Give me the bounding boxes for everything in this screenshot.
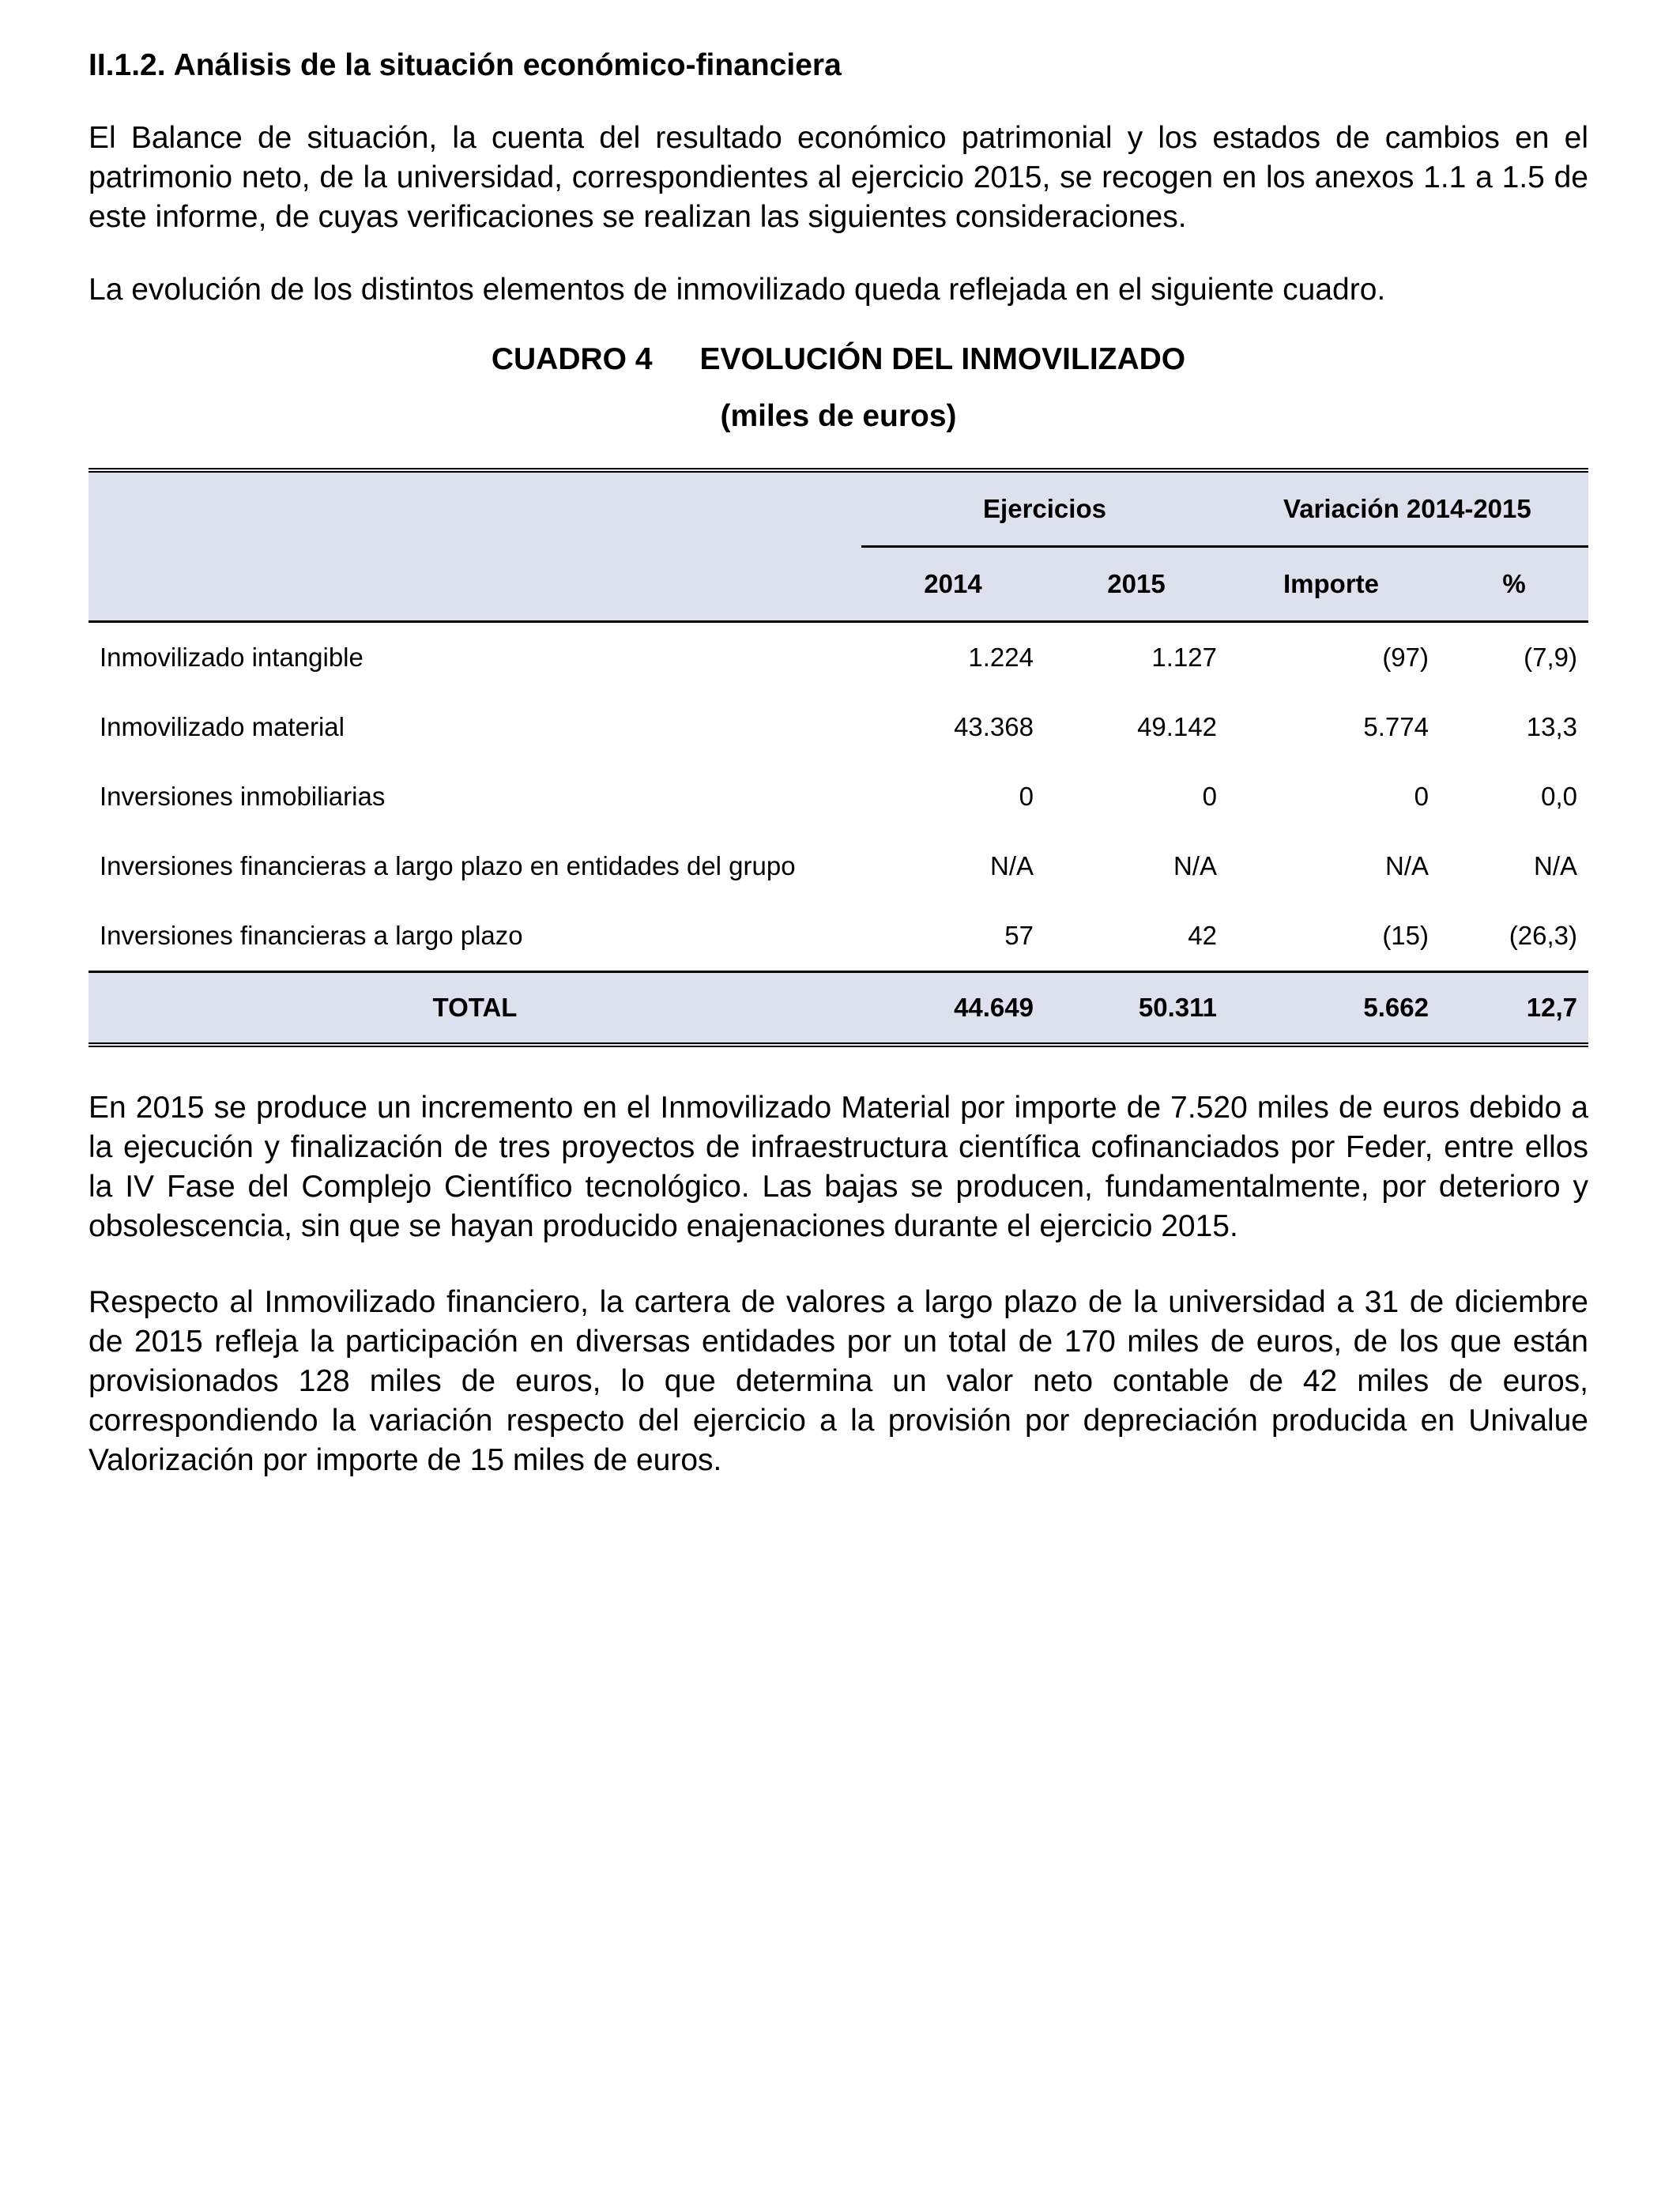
paragraph-inmovilizado-financiero: Respecto al Inmovilizado financiero, la cartera de valores a largo plazo de la universidad a 31 de diciembre de 2015 refleja la participación en diversas entidades por un total de 170 miles de euros, de los que están provisionados 128 miles de euros, lo que determina un valor neto contable de 42 miles de euros, correspondiendo la variación respecto del ejercicio a la provisión por depreciación producida en Univalue Valorización por importe de 15 miles de euros.	[89, 1285, 1588, 1477]
row-importe: 5.774	[1363, 712, 1429, 741]
row-2014: 43.368	[954, 712, 1034, 741]
row-pct: (7,9)	[1524, 643, 1577, 672]
total-2015: 50.311	[1045, 972, 1228, 1046]
paragraph-inmovilizado-material: En 2015 se produce un incremento en el Inmovilizado Material por importe de 7.520 miles de euros debido a la ejecución y finalización de tres proyectos de infraestructura científica cofinanciados por Feder, entre ellos la IV Fase del Complejo Científico tecnológico. Las bajas se producen, fundamentalmente, por deterioro y obsolescencia, sin que se hayan producido enajenaciones durante el ejercicio 2015.	[89, 1091, 1588, 1243]
page-content	[89, 46, 1588, 1480]
total-label: TOTAL	[89, 972, 861, 1046]
row-pct: N/A	[1533, 851, 1577, 880]
row-label: Inversiones financieras a largo plazo	[100, 921, 523, 950]
table-caption-label: CUADRO 4	[491, 342, 653, 376]
row-2014: 1.224	[968, 643, 1034, 672]
row-label: Inversiones inmobiliarias	[100, 782, 386, 811]
table-caption	[89, 340, 1588, 379]
section-title: Análisis de la situación económico-financiera	[173, 48, 842, 82]
table-header-row-groups	[89, 470, 1588, 547]
row-2015: 49.142	[1137, 712, 1217, 741]
total-importe: 5.662	[1228, 972, 1440, 1046]
row-label: Inmovilizado intangible	[100, 643, 363, 672]
row-pct: (26,3)	[1509, 921, 1577, 950]
row-2015: 42	[1188, 921, 1217, 950]
table-row	[89, 831, 1588, 901]
header-empty-2	[89, 547, 861, 622]
table-total-row	[89, 972, 1588, 1046]
table-header-row-columns	[89, 547, 1588, 622]
row-importe: (15)	[1382, 921, 1429, 950]
row-2015: N/A	[1173, 851, 1217, 880]
section-number: II.1.2.	[89, 48, 166, 82]
table-row	[89, 622, 1588, 693]
paragraph-intro: El Balance de situación, la cuenta del resultado económico patrimonial y los estados de cambios en el patrimonio neto, de la universidad, correspondientes al ejercicio 2015, se recogen en los anexos 1.1 a 1.5 de este informe, de cuyas verificaciones se realizan las siguientes consideraciones.	[89, 121, 1588, 234]
header-importe: Importe	[1228, 547, 1440, 622]
header-empty	[89, 470, 861, 547]
header-2015: 2015	[1045, 547, 1228, 622]
row-importe: 0	[1414, 782, 1429, 811]
total-pct: 12,7	[1440, 972, 1588, 1046]
total-2014: 44.649	[861, 972, 1045, 1046]
row-pct: 13,3	[1526, 712, 1577, 741]
header-2014: 2014	[861, 547, 1045, 622]
row-2014: 0	[1019, 782, 1034, 811]
table-row	[89, 901, 1588, 972]
row-label: Inversiones financieras a largo plazo en entidades del grupo	[100, 851, 796, 880]
header-ejercicios: Ejercicios	[861, 470, 1228, 547]
table-row	[89, 692, 1588, 762]
row-2015: 1.127	[1151, 643, 1217, 672]
table-caption-units: (miles de euros)	[720, 399, 957, 433]
row-label: Inmovilizado material	[100, 712, 345, 741]
inmovilizado-table	[89, 468, 1588, 1047]
paragraph-table-intro: La evolución de los distintos elementos de inmovilizado queda reflejada en el siguiente cuadro.	[89, 273, 1386, 307]
row-2014: N/A	[989, 851, 1034, 880]
row-pct: 0,0	[1541, 782, 1577, 811]
header-pct: %	[1440, 547, 1588, 622]
table-caption-title: EVOLUCIÓN DEL INMOVILIZADO	[699, 342, 1186, 376]
row-2014: 57	[1004, 921, 1034, 950]
row-2015: 0	[1202, 782, 1217, 811]
row-importe: N/A	[1384, 851, 1429, 880]
header-variacion: Variación 2014-2015	[1228, 470, 1588, 547]
section-heading	[89, 46, 1588, 85]
table-row	[89, 762, 1588, 831]
row-importe: (97)	[1382, 643, 1429, 672]
